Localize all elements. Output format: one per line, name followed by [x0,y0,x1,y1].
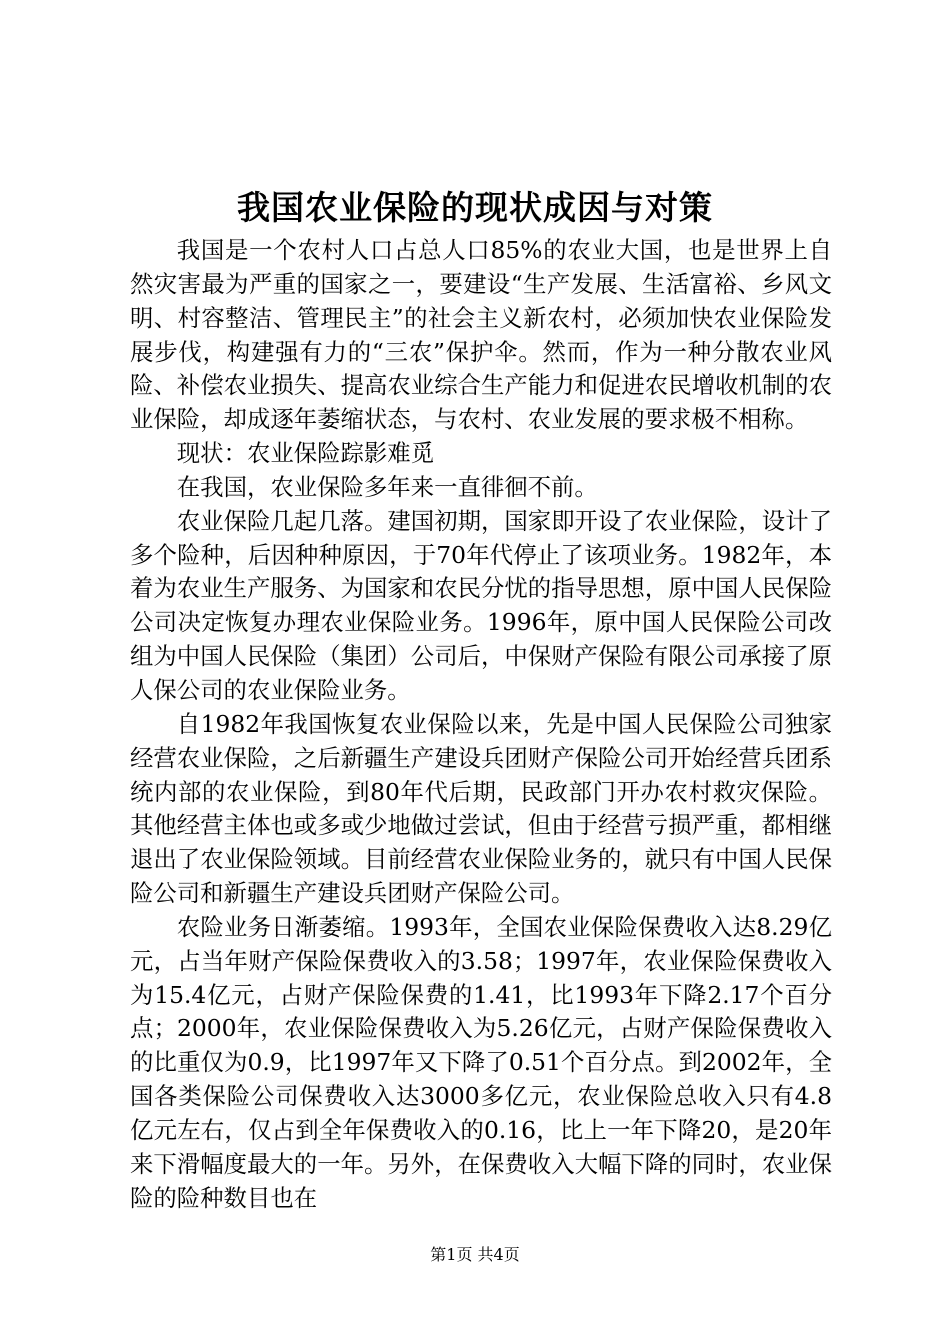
paragraph-operators: 自1982年我国恢复农业保险以来，先是中国人民保险公司独家经营农业保险，之后新疆生产建设兵团财产保险公司开始经营兵团系统内部的农业保险，到80年代后期，民政部门开办农村救灾保险。其他经营主体也或多或少地做过尝试，但由于经营亏损严重，都相继退出了农业保险领域。目前经营农业保险业务的，就只有中国人民保险公司和新疆生产建设兵团财产保险公司。 [130,709,832,908]
paragraph-history: 农业保险几起几落。建国初期，国家即开设了农业保险，设计了多个险种，后因种种原因，于70年代停止了该项业务。1982年，本着为农业生产服务、为国家和农民分忧的指导思想，原中国人民保险公司决定恢复办理农业保险业务。1996年，原中国人民保险公司改组为中国人民保险（集团）公司后，中保财产保险有限公司承接了原人保公司的农业保险业务。 [130,506,832,704]
document-body [130,234,832,1215]
paragraph-section-heading: 现状：农业保险踪影难觅 [176,439,435,468]
document-title: 我国农业保险的现状成因与对策 [237,188,713,227]
paragraph-decline: 农险业务日渐萎缩。1993年，全国农业保险保费收入达8.29亿元，占当年财产保险保费收入的3.58；1997年，农业保险保费收入为15.4亿元，占财产保险保费的1.41，比1993年下降2.17个百分点；2000年，农业保险保费收入为5.26亿元，占财产保险保费收入的比重仅为0.9，比1997年又下降了0.51个百分点。到2002年，全国各类保险公司保费收入达3000多亿元，农业保险总收入只有4.8亿元左右，仅占到全年保费收入的0.16，比上一年下降20，是20年来下滑幅度最大的一年。另外，在保费收入大幅下降的同时，农业保险的险种数目也在 [130,912,832,1212]
page-number-footer: 第1页 共4页 [430,1245,520,1264]
paragraph-intro: 我国是一个农村人口占总人口85%的农业大国，也是世界上自然灾害最为严重的国家之一，要建设“生产发展、生活富裕、乡风文明、村容整洁、管理民主”的社会主义新农村，必须加快农业保险发展步伐，构建强有力的“三农”保护伞。然而，作为一种分散农业风险、补偿农业损失、提高农业综合生产能力和促进农民增收机制的农业保险，却成逐年萎缩状态，与农村、农业发展的要求极不相称。 [130,236,832,434]
paragraph-lead: 在我国，农业保险多年来一直徘徊不前。 [176,472,598,501]
